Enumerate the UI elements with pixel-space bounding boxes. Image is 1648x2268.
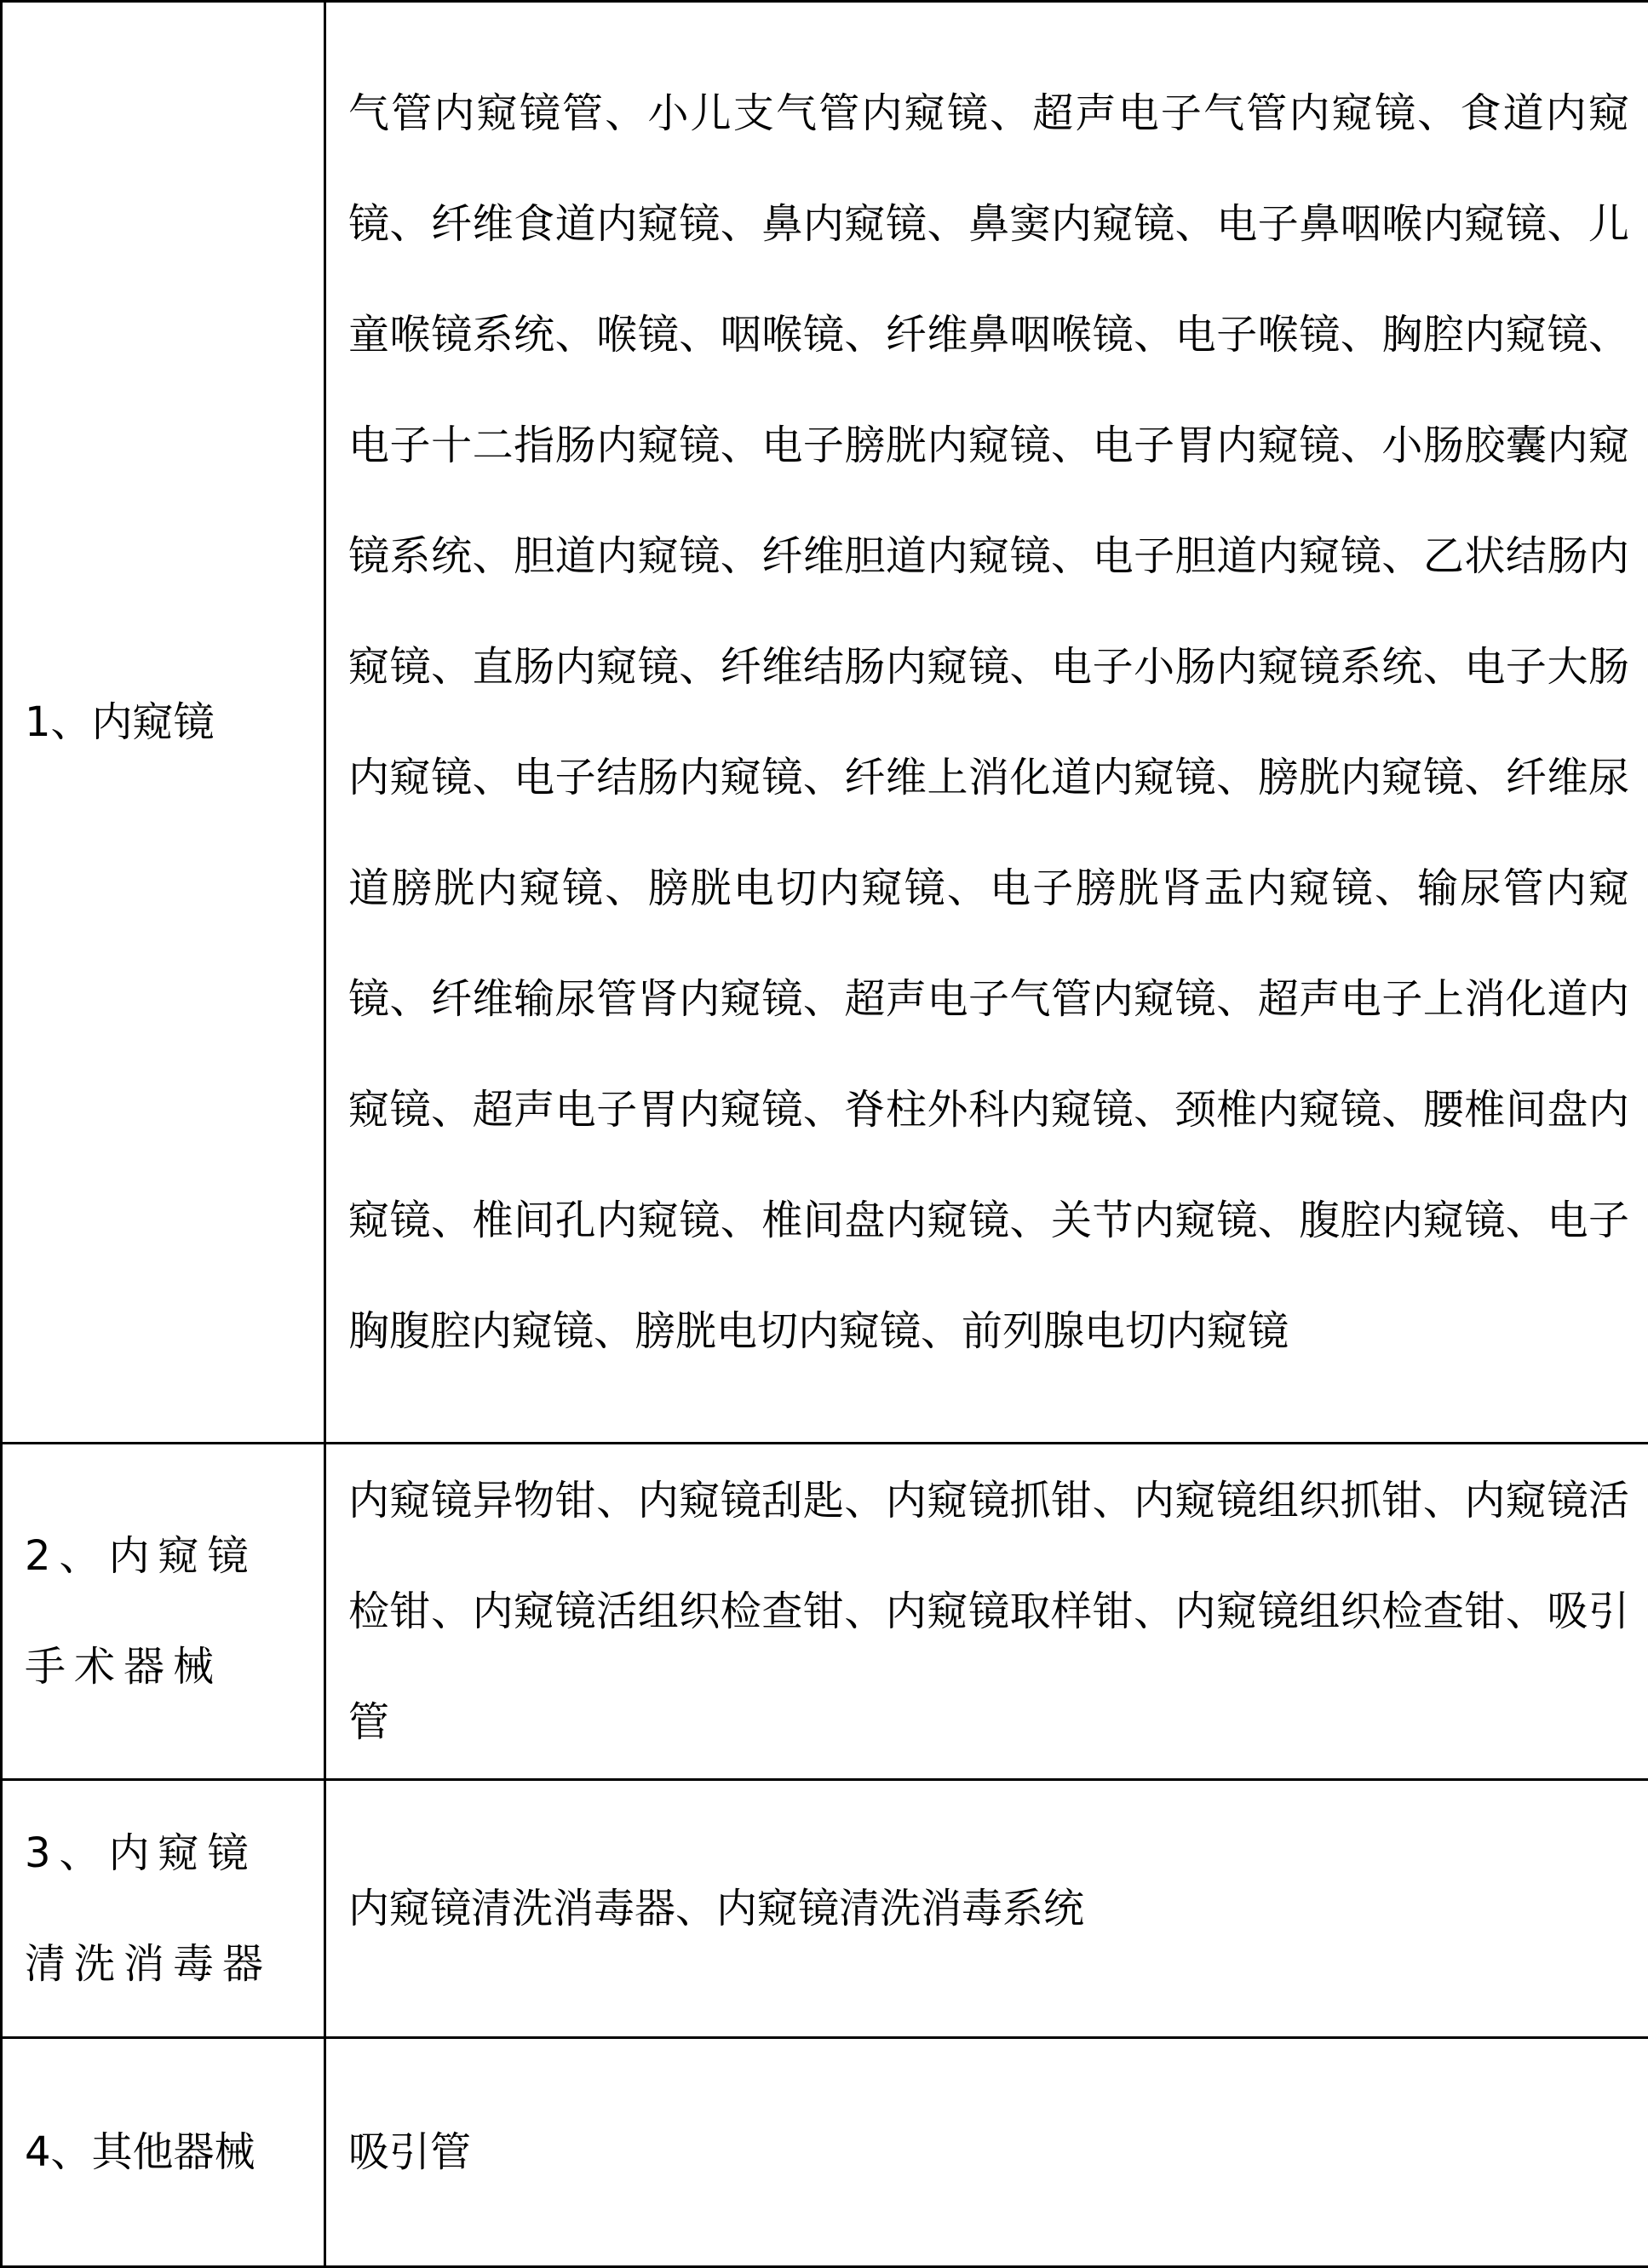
category-label: 1、内窥镜 xyxy=(25,667,301,778)
table-row xyxy=(2,2038,1648,2267)
items-cell xyxy=(325,1444,1648,1780)
category-cell xyxy=(2,1780,325,2038)
items-text: 内窥镜异物钳、内窥镜刮匙、内窥镜抓钳、内窥镜组织抓钳、内窥镜活检钳、内窥镜活组织检查钳、内窥镜取样钳、内窥镜组织检查钳、吸引管 xyxy=(348,1477,1629,1746)
items-text: 吸引管 xyxy=(348,2128,471,2176)
category-label: 4、其他器械 xyxy=(25,2097,301,2208)
category-label: 2、内窥镜手术器械 xyxy=(25,1501,301,1722)
table-row xyxy=(2,1780,1648,2038)
table-row xyxy=(2,1444,1648,1780)
category-label: 3、内窥镜清洗消毒器 xyxy=(25,1798,301,2019)
category-cell xyxy=(2,2038,325,2267)
table-row xyxy=(2,2,1648,1444)
items-cell xyxy=(325,1780,1648,2038)
category-cell xyxy=(2,2,325,1444)
items-text: 内窥镜清洗消毒器、内窥镜清洗消毒系统 xyxy=(348,1885,1084,1932)
items-cell xyxy=(325,2,1648,1444)
items-cell xyxy=(325,2038,1648,2267)
items-text: 气管内窥镜管、小儿支气管内窥镜、超声电子气管内窥镜、食道内窥镜、纤维食道内窥镜、鼻内窥镜、鼻窦内窥镜、电子鼻咽喉内窥镜、儿童喉镜系统、喉镜、咽喉镜、纤维鼻咽喉镜、电子喉镜、胸腔内窥镜、电子十二指肠内窥镜、电子膀胱内窥镜、电子胃内窥镜、小肠胶囊内窥镜系统、胆道内窥镜、纤维胆道内窥镜、电子胆道内窥镜、乙状结肠内窥镜、直肠内窥镜、纤维结肠内窥镜、电子小肠内窥镜系统、电子大肠内窥镜、电子结肠内窥镜、纤维上消化道内窥镜、膀胱内窥镜、纤维尿道膀胱内窥镜、膀胱电切内窥镜、电子膀胱肾盂内窥镜、输尿管内窥镜、纤维输尿管肾内窥镜、超声电子气管内窥镜、超声电子上消化道内窥镜、超声电子胃内窥镜、脊柱外科内窥镜、颈椎内窥镜、腰椎间盘内窥镜、椎间孔内窥镜、椎间盘内窥镜、关节内窥镜、腹腔内窥镜、电子胸腹腔内窥镜、膀胱电切内窥镜、前列腺电切内窥镜 xyxy=(348,89,1629,1355)
category-cell xyxy=(2,1444,325,1780)
